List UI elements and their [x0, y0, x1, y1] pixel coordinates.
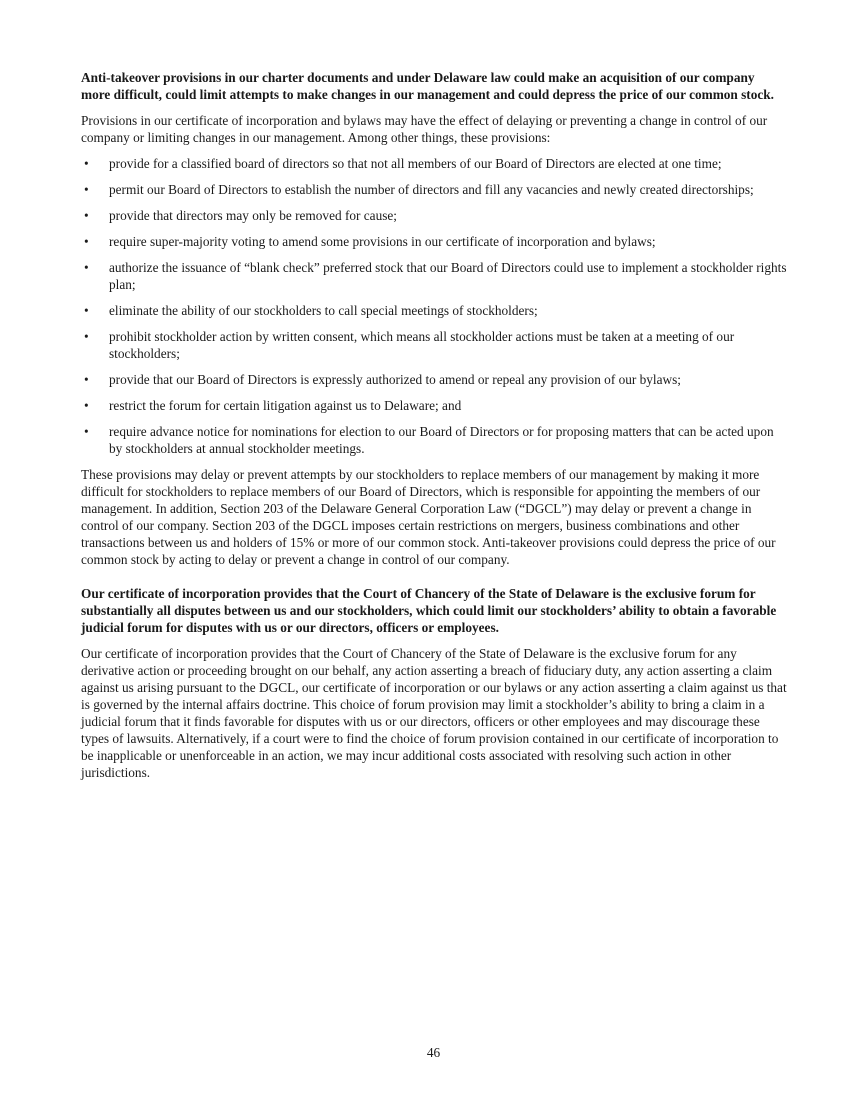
list-item: • eliminate the ability of our stockholders to call special meetings of stockholders;	[81, 302, 787, 319]
section-heading-exclusive-forum: Our certificate of incorporation provides that the Court of Chancery of the State of Delaware is the exclusive forum for substantially all disputes between us and our stockholders, which could limit our stockholders’ ability to obtain a favorable judicial forum for disputes with us or our directors, officers or employees.	[81, 586, 777, 635]
section-intro: Provisions in our certificate of incorporation and bylaws may have the effect of delaying or preventing a change in control of our company or limiting changes in our management. Among other things, these provisions:	[81, 113, 768, 145]
page-number: 46	[426, 1045, 441, 1060]
list-item: • require advance notice for nominations for election to our Board of Directors or for proposing matters that can be acted upon by stockholders at annual stockholder meetings.	[81, 423, 787, 457]
list-item: • provide that our Board of Directors is expressly authorized to amend or repeal any provision of our bylaws;	[81, 371, 787, 388]
section-body-exclusive-forum: Our certificate of incorporation provides that the Court of Chancery of the State of Delaware is the exclusive forum for any derivative action or proceeding brought on our behalf, any action asserting a breach of fiduciary duty, any action asserting a claim against us arising pursuant to the DGCL, our certificate of incorporation or our bylaws or any action asserting a claim against us that is governed by the internal affairs doctrine. This choice of forum provision may limit a stockholder’s ability to bring a claim in a judicial forum that it finds favorable for disputes with us or our directors, officers or other employees and may discourage these types of lawsuits. Alternatively, if a court were to find the choice of forum provision contained in our certificate of incorporation to be inapplicable or unenforceable in an action, we may incur additional costs associated with resolving such action in other jurisdictions.	[81, 646, 787, 780]
section-conclusion: These provisions may delay or prevent attempts by our stockholders to replace members of our management by making it more difficult for stockholders to replace members of our Board of Directors, which is responsible for appointing the members of our management. In addition, Section 203 of the Delaware General Corporation Law (“DGCL”) may delay or prevent a change in control of our company. Section 203 of the DGCL imposes certain restrictions on mergers, business combinations and other transactions between us and holders of 15% or more of our common stock. Anti-takeover provisions could depress the price of our common stock by acting to delay or prevent a change in control of our company.	[81, 467, 776, 567]
list-item: • provide for a classified board of directors so that not all members of our Board of Directors are elected at one time;	[81, 155, 787, 172]
list-item: • authorize the issuance of “blank check” preferred stock that our Board of Directors could use to implement a stockholder rights plan;	[81, 259, 787, 293]
list-item: • restrict the forum for certain litigation against us to Delaware; and	[81, 397, 787, 414]
document-page	[81, 69, 787, 790]
section-heading-anti-takeover: Anti-takeover provisions in our charter documents and under Delaware law could make an acquisition of our company more difficult, could limit attempts to make changes in our management and could depress the price of our common stock.	[81, 70, 775, 102]
list-item: • provide that directors may only be removed for cause;	[81, 207, 787, 224]
list-item: • permit our Board of Directors to establish the number of directors and fill any vacancies and newly created directorships;	[81, 181, 787, 198]
list-item: • require super-majority voting to amend some provisions in our certificate of incorporation and bylaws;	[81, 233, 787, 250]
section-spacer	[81, 577, 787, 585]
provisions-list	[81, 155, 787, 457]
list-item: • prohibit stockholder action by written consent, which means all stockholder actions must be taken at a meeting of our stockholders;	[81, 328, 787, 362]
